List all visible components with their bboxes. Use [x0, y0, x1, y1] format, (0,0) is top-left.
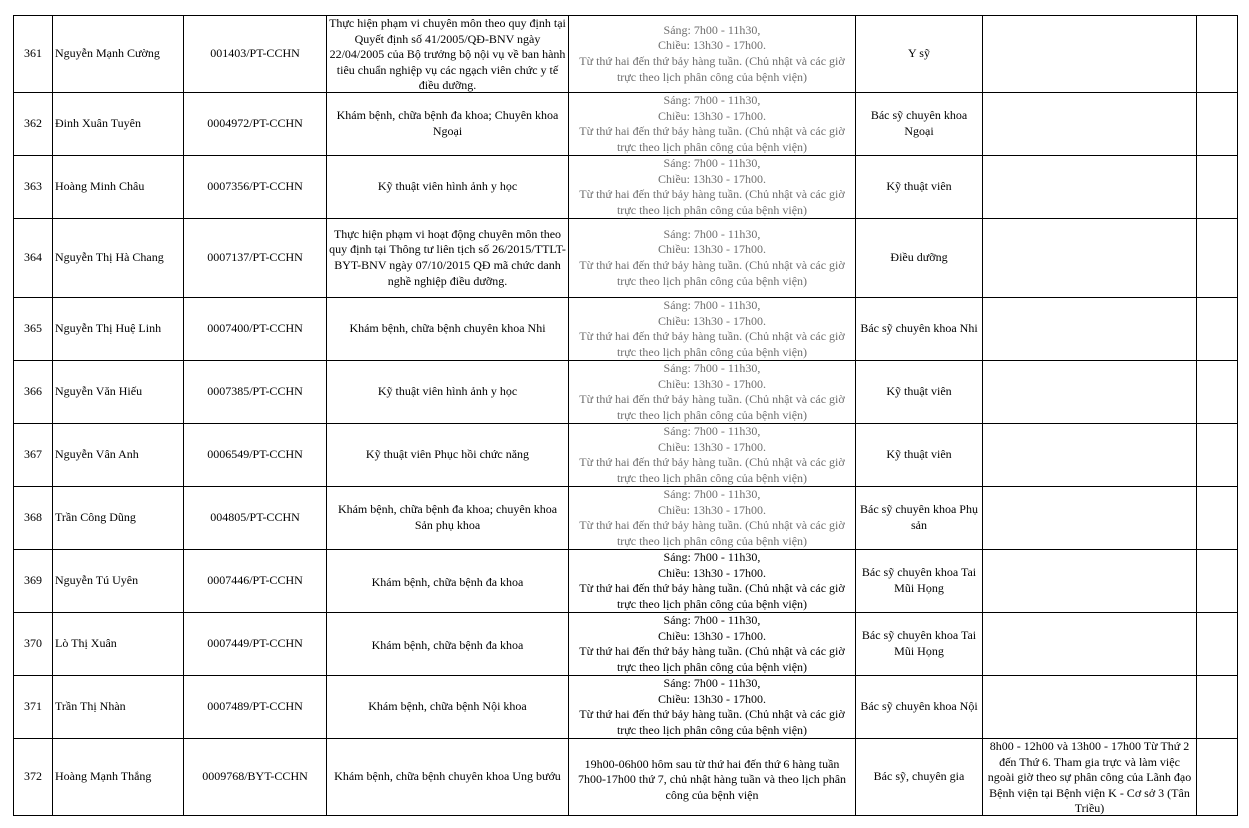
- staff-name: Lò Thị Xuân: [53, 613, 184, 676]
- note: [983, 550, 1197, 613]
- row-number: 363: [14, 156, 53, 219]
- note: [983, 156, 1197, 219]
- working-hours-line: Từ thứ hai đến thứ bảy hàng tuần. (Chủ nhật và các giờ trực theo lịch phân công của bệnh viện): [579, 187, 845, 217]
- table-row: [14, 550, 1238, 613]
- job-title: Kỹ thuật viên: [856, 361, 983, 424]
- row-number: 369: [14, 550, 53, 613]
- working-hours-line: Từ thứ hai đến thứ bảy hàng tuần. (Chủ nhật và các giờ trực theo lịch phân công của bệnh viện): [579, 581, 845, 611]
- working-hours-line: Sáng: 7h00 - 11h30,: [663, 93, 761, 107]
- extra-cell: [1197, 550, 1238, 613]
- note: [983, 361, 1197, 424]
- working-hours-line: Sáng: 7h00 - 11h30,: [663, 22, 761, 37]
- table-row: [14, 16, 1238, 93]
- working-hours-line: Từ thứ hai đến thứ bảy hàng tuần. (Chủ nhật và các giờ trực theo lịch phân công của bệnh viện): [579, 124, 845, 154]
- extra-cell: [1197, 424, 1238, 487]
- row-number: 365: [14, 298, 53, 361]
- working-hours: [569, 739, 856, 816]
- table-row: [14, 219, 1238, 298]
- certificate-number: 0009768/BYT-CCHN: [184, 739, 327, 816]
- row-number: 372: [14, 739, 53, 816]
- certificate-number: 0007446/PT-CCHN: [184, 550, 327, 613]
- practice-scope: Thực hiện phạm vi hoạt động chuyên môn theo quy định tại Thông tư liên tịch số 26/2015/TTLT-BYT-BNV ngày 07/10/2015 QĐ mã chức danh nghề nghiệp điều dưỡng.: [327, 219, 569, 298]
- extra-cell: [1197, 739, 1238, 816]
- certificate-number: 0007356/PT-CCHN: [184, 156, 327, 219]
- table-row: [14, 487, 1238, 550]
- table-row: [14, 613, 1238, 676]
- certificate-number: 004805/PT-CCHN: [184, 487, 327, 550]
- working-hours: [569, 487, 856, 550]
- row-number: 368: [14, 487, 53, 550]
- practice-scope: Khám bệnh, chữa bệnh Nội khoa: [327, 676, 569, 739]
- working-hours: [569, 676, 856, 739]
- working-hours-line: Từ thứ hai đến thứ bảy hàng tuần. (Chủ nhật và các giờ trực theo lịch phân công của bệnh viện): [579, 54, 845, 84]
- certificate-number: 0007449/PT-CCHN: [184, 613, 327, 676]
- working-hours-line: Sáng: 7h00 - 11h30,: [663, 550, 761, 564]
- working-hours-line: Sáng: 7h00 - 11h30,: [663, 676, 761, 690]
- note: [983, 487, 1197, 550]
- practice-scope: Thực hiện phạm vi chuyên môn theo quy định tại Quyết định số 41/2005/QĐ-BNV ngày 22/04/2005 của Bộ trưởng bộ nội vụ về ban hành tiêu chuẩn nghiệp vụ các ngạch viên chức y tế điều dưỡng.: [327, 16, 569, 93]
- certificate-number: 0007400/PT-CCHN: [184, 298, 327, 361]
- practice-scope: Kỹ thuật viên Phục hồi chức năng: [327, 424, 569, 487]
- practice-scope: Khám bệnh, chữa bệnh đa khoa: [327, 613, 569, 676]
- staff-name: Trần Công Dũng: [53, 487, 184, 550]
- extra-cell: [1197, 487, 1238, 550]
- working-hours-line: Chiều: 13h30 - 17h00.: [658, 628, 766, 643]
- practice-scope: Khám bệnh, chữa bệnh đa khoa: [327, 550, 569, 613]
- row-number: 370: [14, 613, 53, 676]
- working-hours: [569, 298, 856, 361]
- practice-scope: Kỹ thuật viên hình ảnh y học: [327, 361, 569, 424]
- extra-cell: [1197, 16, 1238, 93]
- working-hours: [569, 16, 856, 93]
- working-hours-line: Sáng: 7h00 - 11h30,: [663, 487, 761, 501]
- working-hours-line: Từ thứ hai đến thứ bảy hàng tuần. (Chủ nhật và các giờ trực theo lịch phân công của bệnh viện): [579, 258, 845, 288]
- note: [983, 613, 1197, 676]
- job-title: Bác sỹ chuyên khoa Phụ sản: [856, 487, 983, 550]
- table-row: [14, 93, 1238, 156]
- working-hours-line: Chiều: 13h30 - 17h00.: [658, 376, 766, 391]
- table-row: [14, 156, 1238, 219]
- working-hours-line: Từ thứ hai đến thứ bảy hàng tuần. (Chủ nhật và các giờ trực theo lịch phân công của bệnh viện): [579, 707, 845, 737]
- table-row: [14, 676, 1238, 739]
- job-title: Kỹ thuật viên: [856, 156, 983, 219]
- row-number: 367: [14, 424, 53, 487]
- extra-cell: [1197, 613, 1238, 676]
- job-title: Bác sỹ chuyên khoa Ngoại: [856, 93, 983, 156]
- note: [983, 219, 1197, 298]
- extra-cell: [1197, 298, 1238, 361]
- job-title: Bác sỹ chuyên khoa Nhi: [856, 298, 983, 361]
- row-number: 364: [14, 219, 53, 298]
- job-title: Bác sỹ chuyên khoa Tai Mũi Họng: [856, 550, 983, 613]
- table-row: [14, 298, 1238, 361]
- row-number: 371: [14, 676, 53, 739]
- certificate-number: 0007489/PT-CCHN: [184, 676, 327, 739]
- note: [983, 424, 1197, 487]
- working-hours: [569, 219, 856, 298]
- certificate-number: 0007137/PT-CCHN: [184, 219, 327, 298]
- working-hours-line: Từ thứ hai đến thứ bảy hàng tuần. (Chủ nhật và các giờ trực theo lịch phân công của bệnh viện): [579, 644, 845, 674]
- extra-cell: [1197, 93, 1238, 156]
- certificate-number: 001403/PT-CCHN: [184, 16, 327, 93]
- working-hours-line: Từ thứ hai đến thứ bảy hàng tuần. (Chủ nhật và các giờ trực theo lịch phân công của bệnh viện): [579, 455, 845, 485]
- working-hours-line: Chiều: 13h30 - 17h00.: [658, 313, 766, 328]
- working-hours-line: Sáng: 7h00 - 11h30,: [663, 361, 761, 375]
- working-hours-line: Chiều: 13h30 - 17h00.: [658, 242, 766, 257]
- working-hours-line: Sáng: 7h00 - 11h30,: [663, 298, 761, 312]
- extra-cell: [1197, 219, 1238, 298]
- working-hours-line: Chiều: 13h30 - 17h00.: [658, 691, 766, 706]
- table-row: [14, 424, 1238, 487]
- staff-name: Đinh Xuân Tuyên: [53, 93, 184, 156]
- practice-scope: Khám bệnh, chữa bệnh đa khoa; Chuyên khoa Ngoại: [327, 93, 569, 156]
- job-title: Bác sỹ chuyên khoa Nội: [856, 676, 983, 739]
- working-hours: [569, 361, 856, 424]
- note: [983, 93, 1197, 156]
- working-hours-line: Chiều: 13h30 - 17h00.: [658, 502, 766, 517]
- staff-name: Nguyễn Vân Anh: [53, 424, 184, 487]
- working-hours: [569, 550, 856, 613]
- extra-cell: [1197, 676, 1238, 739]
- practice-scope: Kỹ thuật viên hình ảnh y học: [327, 156, 569, 219]
- note: [983, 16, 1197, 93]
- working-hours-line: Chiều: 13h30 - 17h00.: [658, 439, 766, 454]
- practice-scope: Khám bệnh, chữa bệnh chuyên khoa Nhi: [327, 298, 569, 361]
- working-hours-line: Sáng: 7h00 - 11h30,: [663, 156, 761, 170]
- certificate-number: 0007385/PT-CCHN: [184, 361, 327, 424]
- certificate-number: 0006549/PT-CCHN: [184, 424, 327, 487]
- working-hours-line: Chiều: 13h30 - 17h00.: [658, 565, 766, 580]
- row-number: 366: [14, 361, 53, 424]
- working-hours-line: Chiều: 13h30 - 17h00.: [658, 38, 766, 53]
- certificate-number: 0004972/PT-CCHN: [184, 93, 327, 156]
- working-hours-line: Từ thứ hai đến thứ bảy hàng tuần. (Chủ nhật và các giờ trực theo lịch phân công của bệnh viện): [579, 518, 845, 548]
- working-hours-line: Chiều: 13h30 - 17h00.: [658, 108, 766, 123]
- extra-cell: [1197, 361, 1238, 424]
- job-title: Bác sỹ chuyên khoa Tai Mũi Họng: [856, 613, 983, 676]
- working-hours: [569, 613, 856, 676]
- job-title: Kỹ thuật viên: [856, 424, 983, 487]
- staff-name: Nguyễn Tú Uyên: [53, 550, 184, 613]
- staff-name: Nguyễn Mạnh Cường: [53, 16, 184, 93]
- staff-name: Nguyễn Văn Hiếu: [53, 361, 184, 424]
- practice-scope: Khám bệnh, chữa bệnh đa khoa; chuyên khoa Sản phụ khoa: [327, 487, 569, 550]
- row-number: 361: [14, 16, 53, 93]
- job-title: Điều dưỡng: [856, 219, 983, 298]
- staff-name: Hoàng Minh Châu: [53, 156, 184, 219]
- staff-name: Nguyễn Thị Huệ Linh: [53, 298, 184, 361]
- working-hours-line: Sáng: 7h00 - 11h30,: [663, 226, 761, 241]
- working-hours-line: Sáng: 7h00 - 11h30,: [663, 424, 761, 438]
- job-title: Bác sỹ, chuyên gia: [856, 739, 983, 816]
- job-title: Y sỹ: [856, 16, 983, 93]
- note: 8h00 - 12h00 và 13h00 - 17h00 Từ Thứ 2 đến Thứ 6. Tham gia trực và làm việc ngoài giờ theo sự phân công của Lãnh đạo Bệnh viện tại Bệnh viện K - Cơ sở 3 (Tân Triều): [983, 739, 1197, 816]
- working-hours-line: Từ thứ hai đến thứ bảy hàng tuần. (Chủ nhật và các giờ trực theo lịch phân công của bệnh viện): [579, 392, 845, 422]
- table-row: [14, 739, 1238, 816]
- staff-table: [13, 15, 1238, 816]
- working-hours: [569, 93, 856, 156]
- staff-name: Hoàng Mạnh Thắng: [53, 739, 184, 816]
- practice-scope: Khám bệnh, chữa bệnh chuyên khoa Ung bướu: [327, 739, 569, 816]
- row-number: 362: [14, 93, 53, 156]
- working-hours-line: 19h00-06h00 hôm sau từ thứ hai đến thứ 6 hàng tuần 7h00-17h00 thứ 7, chủ nhật hàng tuần và theo lịch phân công của bệnh viện: [577, 756, 847, 802]
- staff-name: Trần Thị Nhàn: [53, 676, 184, 739]
- working-hours: [569, 424, 856, 487]
- table-body: [14, 16, 1238, 816]
- working-hours-line: Từ thứ hai đến thứ bảy hàng tuần. (Chủ nhật và các giờ trực theo lịch phân công của bệnh viện): [579, 329, 845, 359]
- note: [983, 298, 1197, 361]
- staff-name: Nguyễn Thị Hà Chang: [53, 219, 184, 298]
- table-row: [14, 361, 1238, 424]
- working-hours: [569, 156, 856, 219]
- working-hours-line: Chiều: 13h30 - 17h00.: [658, 171, 766, 186]
- working-hours-line: Sáng: 7h00 - 11h30,: [663, 613, 761, 627]
- extra-cell: [1197, 156, 1238, 219]
- note: [983, 676, 1197, 739]
